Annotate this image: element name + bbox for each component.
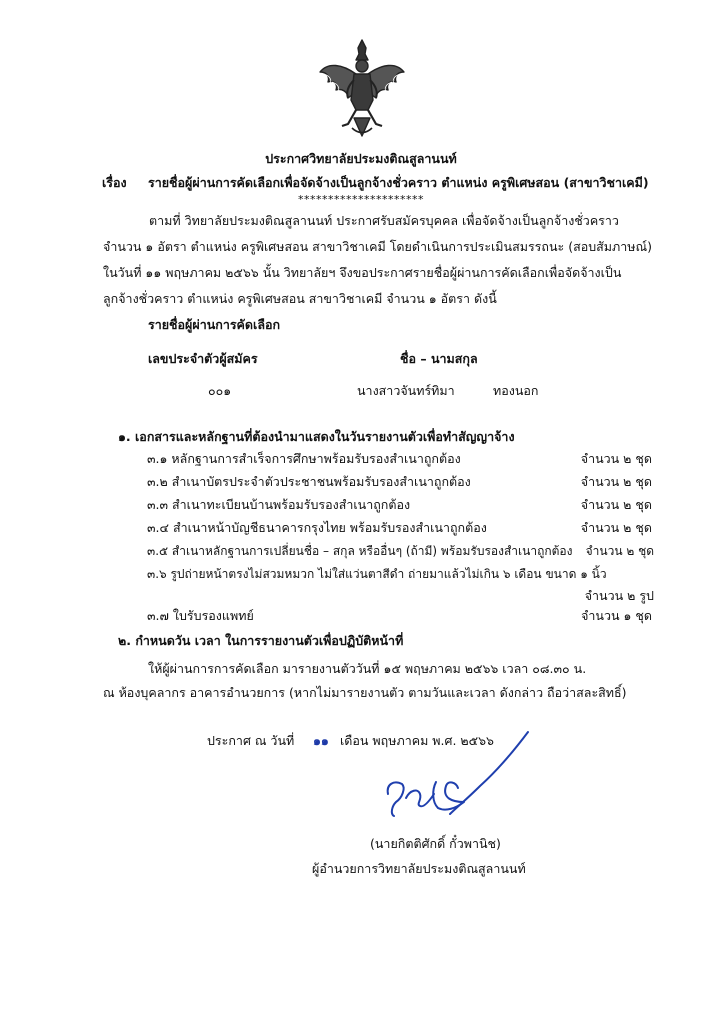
candidate-last-name: ทองนอก xyxy=(493,383,539,398)
paragraph-line-4: ลูกจ้างชั่วคราว ตำแหน่ง ครูพิเศษสอน สาขาวิชาเคมี จำนวน ๑ อัตรา ดังนี้ xyxy=(103,291,497,306)
doc-item-qty: จำนวน ๒ ชุด xyxy=(580,497,652,512)
subject-text: รายชื่อผู้ผ่านการคัดเลือกเพื่อจัดจ้างเป็นลูกจ้างชั่วคราว ตำแหน่ง ครูพิเศษสอน (สาขาวิชาเคมี) xyxy=(148,175,649,190)
signer-position: ผู้อำนวยการวิทยาลัยประมงติณสูลานนท์ xyxy=(312,861,526,876)
passed-list-heading: รายชื่อผู้ผ่านการคัดเลือก xyxy=(148,317,281,332)
doc-item-qty: จำนวน ๒ รูป xyxy=(584,588,654,603)
section2-line-1: ให้ผู้ผ่านการการคัดเลือก มารายงานตัววันที่ ๑๕ พฤษภาคม ๒๕๖๖ เวลา ๐๘.๓๐ น. xyxy=(148,661,587,676)
candidate-id: ๐๐๑ xyxy=(208,383,232,398)
column-header-id: เลขประจำตัวผู้สมัคร xyxy=(148,351,258,366)
doc-item-text: ๓.๖ รูปถ่ายหน้าตรงไม่สวมหมวก ไม่ใส่แว่นตาสีดำ ถ่ายมาแล้วไม่เกิน ๖ เดือน ขนาด ๑ นิ้ว xyxy=(147,567,607,581)
doc-item-qty: จำนวน ๒ ชุด xyxy=(585,544,654,558)
doc-item-text: ๓.๓ สำเนาทะเบียนบ้านพร้อมรับรองสำเนาถูกต้อง xyxy=(147,497,411,512)
doc-item-text: ๓.๑ หลักฐานการสำเร็จการศึกษาพร้อมรับรองสำเนาถูกต้อง xyxy=(147,451,461,466)
doc-item-text: ๓.๔ สำเนาหน้าบัญชีธนาคารกรุงไทย พร้อมรับรองสำเนาถูกต้อง xyxy=(147,520,487,535)
garuda-emblem-icon xyxy=(318,38,406,142)
subject-label: เรื่อง xyxy=(102,175,127,190)
section1-title: ๑. เอกสารและหลักฐานที่ต้องนำมาแสดงในวันรายงานตัวเพื่อทำสัญญาจ้าง xyxy=(118,429,515,444)
doc-item-qty: จำนวน ๑ ชุด xyxy=(581,608,652,623)
doc-item-qty: จำนวน ๒ ชุด xyxy=(580,474,652,489)
section2-title: ๒. กำหนดวัน เวลา ในการรายงานตัวเพื่อปฏิบัติหน้าที่ xyxy=(118,633,404,648)
doc-item-qty: จำนวน ๒ ชุด xyxy=(580,520,652,535)
candidate-first-name: นางสาวจันทร์ทิมา xyxy=(357,383,455,398)
paragraph-line-1: ตามที่ วิทยาลัยประมงติณสูลานนท์ ประกาศรับสมัครบุคคล เพื่อจัดจ้างเป็นลูกจ้างชั่วคราว xyxy=(149,213,619,228)
signer-name: (นายกิตติศักดิ์ กั๋วพานิช) xyxy=(370,836,501,851)
header-divider: ********************* xyxy=(298,193,424,206)
doc-item-text: ๓.๒ สำเนาบัตรประจำตัวประชาชนพร้อมรับรองสำเนาถูกต้อง xyxy=(147,474,471,489)
signature-icon xyxy=(376,728,536,828)
paragraph-line-2: จำนวน ๑ อัตรา ตำแหน่ง ครูพิเศษสอน สาขาวิชาเคมี โดยดำเนินการประเมินสมรรถนะ (สอบสัมภาษณ์) xyxy=(103,239,652,254)
column-header-name: ชื่อ – นามสกุล xyxy=(400,351,478,366)
doc-item-qty: จำนวน ๒ ชุด xyxy=(580,451,652,466)
announced-day: ๑๑ xyxy=(313,733,329,748)
section2-line-2: ณ ห้องบุคลากร อาคารอำนวยการ (หากไม่มารายงานตัว ตามวันและเวลา ดังกล่าว ถือว่าสละสิทธิ์) xyxy=(103,685,627,700)
announced-prefix: ประกาศ ณ วันที่ xyxy=(207,733,295,748)
doc-item-text: ๓.๗ ใบรับรองแพทย์ xyxy=(147,608,254,623)
doc-item-text: ๓.๕ สำเนาหลักฐานการเปลี่ยนชื่อ – สกุล หรืออื่นๆ (ถ้ามี) พร้อมรับรองสำเนาถูกต้อง xyxy=(147,544,573,558)
announced-month-year: เดือน พฤษภาคม พ.ศ. ๒๕๖๖ xyxy=(340,733,494,748)
announcement-title: ประกาศวิทยาลัยประมงติณสูลานนท์ xyxy=(265,151,457,166)
paragraph-line-3: ในวันที่ ๑๑ พฤษภาคม ๒๕๖๖ นั้น วิทยาลัยฯ จึงขอประกาศรายชื่อผู้ผ่านการคัดเลือกเพื่อจัดจ้างเป็น xyxy=(103,265,622,280)
